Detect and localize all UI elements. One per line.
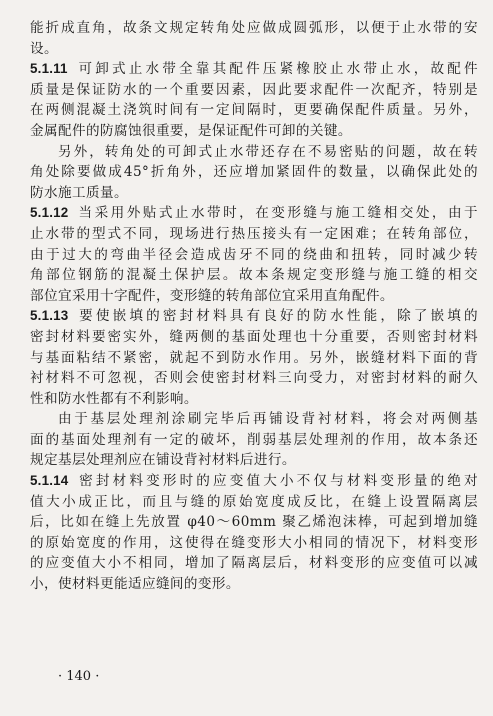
text-line: 面的基面处理剂有一定的破坏，削弱基层处理剂的作用，故本条还 <box>30 431 478 448</box>
document-body <box>30 18 478 595</box>
text-line: 角部位钢筋的混凝土保护层。故本条规定变形缝与施工缝的相交 <box>30 267 478 284</box>
text-line <box>30 471 478 492</box>
text-line: 质量是保证防水的一个重要因素，因此要求配件一次配齐，特别是 <box>30 81 478 98</box>
text-line: 值大小成正比，而且与缝的原始宽度成反比，在缝上设置隔离层 <box>30 493 478 510</box>
text-line: 衬材料不可忽视，否则会使密封材料三向受力，对密封材料的耐久 <box>30 370 478 387</box>
text-line: 小，使材料更能适应缝间的变形。 <box>30 576 240 593</box>
section-first-line: 要使嵌填的密封材料具有良好的防水性能，除了嵌填的 <box>76 308 478 325</box>
section-first-line: 可卸式止水带全靠其配件压紧橡胶止水带止水，故配件 <box>75 61 478 78</box>
text-line: 在两侧混凝土浇筑时间有一定间隔时，更要确保配件质量。另外， <box>30 102 478 119</box>
page-number: · 140 · <box>58 669 100 684</box>
text-line: 由于基层处理剂涂刷完毕后再铺设背衬材料，将会对两侧基 <box>58 411 478 428</box>
text-line: 防水施工质量。 <box>30 184 128 201</box>
text-line <box>30 203 478 224</box>
text-line: 部位宜采用十字配件，变形缝的转角部位宜采用直角配件。 <box>30 287 394 304</box>
section-number: 5.1.13 <box>30 308 69 324</box>
section-5-1-13 <box>30 306 478 409</box>
text-line: 性和防水性都有不利影响。 <box>30 390 198 407</box>
text-line <box>30 306 478 327</box>
text-line: 的原始宽度的作用，这使得在缝变形大小相同的情况下，材料变形 <box>30 534 478 551</box>
text-line: 角处除要做成45°折角外，还应增加紧固件的数量，以确保此处的 <box>30 164 478 181</box>
section-5-1-12 <box>30 203 478 306</box>
section-number: 5.1.12 <box>30 205 69 221</box>
section-first-line: 密封材料变形时的应变值大小不仅与材料变形量的绝对 <box>76 473 478 490</box>
text-line <box>30 59 478 80</box>
section-5-1-14 <box>30 471 478 595</box>
section-number: 5.1.11 <box>30 61 68 77</box>
paragraph-indented <box>30 142 478 204</box>
text-line: 能折成直角，故条文规定转角处应做成圆弧形，以便于止水带的安 <box>30 20 478 36</box>
text-line: 止水带的型式不同，现场进行热压接头有一定困难；在转角部位， <box>30 225 478 242</box>
section-number: 5.1.14 <box>30 473 69 489</box>
section-5-1-11 <box>30 59 478 141</box>
text-line: 的应变值大小不相同，增加了隔离层后，材料变形的应变值可以减 <box>30 555 478 572</box>
text-line: 与基面粘结不紧密，就起不到防水作用。另外，嵌缝材料下面的背 <box>30 349 478 366</box>
text-line: 规定基层处理剂应在铺设背衬材料后进行。 <box>30 452 296 469</box>
section-first-line: 当采用外贴式止水带时，在变形缝与施工缝相交处，由于 <box>76 205 478 222</box>
text-line: 由于过大的弯曲半径会造成齿牙不同的绕曲和扭转，同时减少转 <box>30 246 478 263</box>
text-line: 设。 <box>30 40 58 57</box>
text-line: 金属配件的防腐蚀很重要，是保证配件可卸的关键。 <box>30 122 352 139</box>
text-line: 另外，转角处的可卸式止水带还存在不易密贴的问题，故在转 <box>58 143 478 160</box>
paragraph-continuation <box>30 18 478 59</box>
paragraph-indented <box>30 409 478 471</box>
text-line: 密封材料要密实外，缝两侧的基面处理也十分重要，否则密封材料 <box>30 328 478 345</box>
text-line: 后，比如在缝上先放置 φ40～60mm 聚乙烯泡沫棒，可起到增加缝 <box>30 514 478 531</box>
